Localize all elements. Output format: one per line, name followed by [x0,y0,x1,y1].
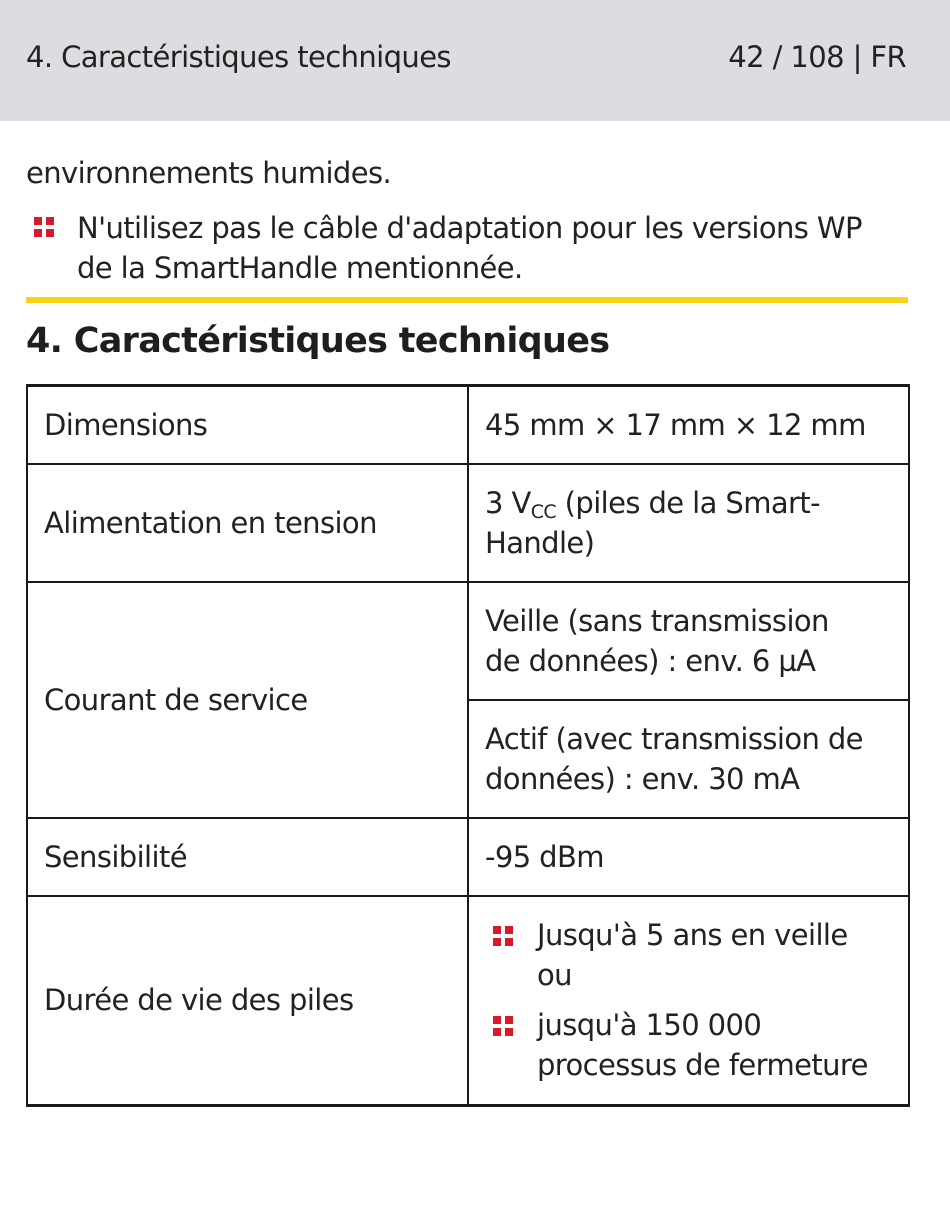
spec-label: Durée de vie des piles [27,896,468,1106]
section-divider [26,297,908,303]
spec-value-line: Actif (avec transmission de [485,721,863,756]
bullet-text-line: N'utilisez pas le câble d'adaptation pour les versions WP [77,211,862,245]
spec-value [468,700,909,818]
list-item-line: jusqu'à 150 000 [537,1008,762,1043]
table-row [27,386,909,464]
table-row [27,818,909,896]
spec-value-line: de données) : env. 6 µA [485,643,816,678]
list-item [537,1005,892,1085]
spec-value: -95 dBm [468,818,909,896]
spec-label: Sensibilité [27,818,468,896]
technical-specs-table [26,384,910,1107]
spec-value [468,582,909,700]
spec-value-line: données) : env. 30 mA [485,761,800,796]
list-item-line: processus de fermeture [537,1048,868,1083]
list-item [537,915,892,995]
table-row [27,896,909,1106]
bullet-list [485,915,892,1085]
voltage-subscript: CC [530,500,557,523]
spec-value: 45 mm × 17 mm × 12 mm [468,386,909,464]
table-row [27,582,909,700]
spec-value-line: Handle) [485,525,595,560]
section-title: 4. Caractéristiques techniques [26,321,610,361]
spec-value-line: Veille (sans transmission [485,603,829,638]
warning-bullet-item [26,208,916,288]
list-item-line: ou [537,958,572,993]
bullet-text-line: de la SmartHandle mentionnée. [77,251,523,285]
red-square-bullet-icon [493,1016,513,1036]
voltage-note: (piles de la Smart- [556,485,820,520]
continuation-text: environnements humides. [26,156,392,190]
red-square-bullet-icon [34,217,54,237]
spec-label: Courant de service [27,582,468,818]
header-chapter-title: 4. Caractéristiques techniques [26,40,451,74]
spec-value-line [485,483,892,523]
red-square-bullet-icon [493,926,513,946]
voltage-value: 3 V [485,485,531,520]
bullet-text [77,208,862,288]
list-item-line: Jusqu'à 5 ans en veille [537,918,848,953]
page-header [0,0,950,121]
spec-label: Alimentation en tension [27,464,468,582]
spec-value [468,464,909,582]
spec-label: Dimensions [27,386,468,464]
spec-value [468,896,909,1106]
table-row [27,464,909,582]
header-page-number: 42 / 108 | FR [728,40,906,74]
